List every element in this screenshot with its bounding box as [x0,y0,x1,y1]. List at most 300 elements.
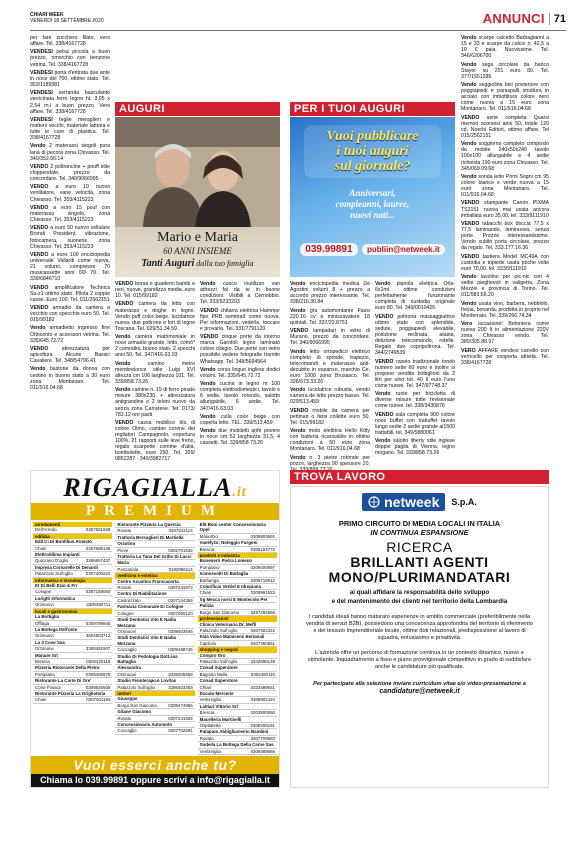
classified-ad-text: per fare zucchero filato, vero affare. Tel. 338/4167728 [30,35,110,48]
couple-photo-illustration [115,117,280,227]
directory-entry-name: Trattoria Bersaglieri Di Martiella [117,534,184,540]
directory-category: medicina e estetica [115,573,194,578]
directory-entry-name: Elettrodilima Impianti [35,552,80,558]
classified-ad [115,301,195,331]
classified-ad [200,428,280,446]
classified-ad [30,205,110,223]
classified-ad [375,391,455,409]
classified-ad [290,428,370,452]
directory-entry-name: La 3 Cose Sas [35,639,65,645]
directory-entry-name: Palazzolo Sull'oglio [199,627,238,633]
directory-category: edilizia [33,534,112,539]
directory-entry-phone: 0309474956 [168,702,193,708]
page-header-left [30,12,104,24]
directory-entry-name: Farmacia Comunale Di Cologne [117,604,184,610]
directory-entry-phone: 3300480711 [86,602,111,608]
rigagialla-box [30,470,280,788]
classified-ad [30,35,110,47]
classified-ad-text: moto elettrica Hello Kitty con batteria ricaricabile in ottime condizioni a 50 euro zona Montanaro. Tel. 011/916.04.68 [290,428,370,453]
classified-ad [461,141,549,171]
directory-entry-name: La Bottega Dell'oste [35,626,78,632]
directory-entry [115,635,194,647]
promo-phone: 039.99891 [300,243,357,256]
classified-ad-text: attrezzatura per apicoltura Alcune Bassic Cavaliere. Tel. 348/54796.41 [30,345,110,365]
directory-column [33,522,112,756]
classified-ad [200,308,280,332]
classified-ad-text: ruote per bicicletta di diverse misure tutte revisionate come nuove. tel. 338/3430876 [375,391,455,410]
classified-ad-lead: Vendo [461,300,479,307]
classified-ad-text: serie completa Quarsi memori scorsesi anni 50, totale 120 cd, Noerbi Editori, ottimo affare. Tel 015/2562151 [461,114,549,139]
classified-ad-lead: Vendo [200,281,224,287]
directory-entry-name: Studi Dentistici Vito E Nadia Mezzana [117,617,177,628]
classified-ad-text: camino metro membrelonce stile Luigi XVI altezza cm 106 larghezza 101. Tel. 339/858.73.26 [115,360,195,385]
directory-entry-name: Clinica Veterinaria Dr. Meffi [199,621,257,627]
classified-ad-lead: VENDO [461,253,483,260]
directory-entry-phone: 0307702591 [168,728,193,734]
directory-entry-name: Brescia [35,658,50,664]
directory-entry-name: Borgo San Giacomo [117,702,157,708]
directory-entry-name: Orzolino [117,541,136,547]
paper-date: VENERDÌ 18 SETTEMBRE 2020 [30,18,104,24]
classified-ad-lead: Vendo [30,143,50,150]
directory-entry [33,697,112,703]
directory-entry-name: Studi Dentistici Vito E Nadia Mezzana [117,635,177,646]
classified-ad [375,281,455,311]
classified-ad-lead: VENDO [200,334,222,341]
classified-ad-text: a euro 50 nuovo cellulare Brondi President, vibrazione, fotocamera, suonerie, zona Chivasso. Tel. 353/4115223 [30,225,110,250]
directory-entry-name: Orzinuovi [117,671,136,677]
directory-entry-phone: 0307242114 [168,528,193,534]
directory-entry-name: Coccaglio [117,647,137,653]
classified-ad-text: sega circolare da banco Stayer su 251 euro 80. Tel. 377/1551285 [461,61,549,80]
classified-ad-lead: Vendo [290,387,309,394]
directory-entry-name: Pompiano [199,564,220,570]
job-line-ricerca: RICERCA [386,539,453,555]
directory-entry-phone: 0307144359 [168,597,193,603]
classified-ad-lead: VENDO [200,307,221,314]
classified-ad-lead: Vendo [461,61,482,68]
classified-ad-text: enciclopedia medica De Agostini volumi 8 + prezzo a accordo prezzo interessante. Tel. 338/216.30.84 [290,281,371,306]
directory-entry [115,728,194,734]
classified-ad-lead: VENDO [30,251,52,258]
classified-ad-lead: Vendo [461,141,479,148]
directory-entry-phone: 0303500060 [250,710,275,716]
classified-ad [30,164,110,182]
classified-ad-text: letto ortopedico elettrico completo di sponde, trapezio, telecomandi e materasso anti-decubito in espanso, marchio Ce, euro 1000 zona Brusasco. Tel. 328/673.33.26 [290,348,371,385]
classified-ad-text: camera matrimoniale in noce armadio grande, letto, comò* 2 comodini, buono stato, 2 specchi anni 50. Tel. 347/416.63.03 [115,334,195,359]
directory-entry-name: Castrezzato [117,597,141,603]
directory-category: arredamenti [33,522,112,527]
directory-entry-name: Cologne [35,589,52,595]
directory-category: shopping e negozi [198,647,277,652]
classified-ad-lead: Vendo [375,391,396,398]
classified-ad-text: cassa mobilico blu di colore Olmo, cambio corone dei regilatori Campagnolo, copertura 100%, 21 rapporti sulle leve freno, regalo scarpette comme d'alta, bombolette, euro 250. Tel. 329/ 0852287 - 340/3982717 [115,419,195,463]
directory-entry-name: Coccaglio [117,728,137,734]
classified-ad [200,367,280,379]
directory-entry-name: Conad Superstore [199,678,238,684]
promo-line-1: Vuoi pubblicare [326,129,419,144]
classified-ad [461,115,549,139]
directory-entry-name: Pompiano [35,671,55,677]
classified-ad-text: culla color beige con coperta letto. TEL. 339/513.459 [200,413,280,426]
classified-ad-text: usata vino, barbera, nebbiolo, fresia, bonarda, prodotta in proprio nel Monferrato. Tel. 339/266.74.34 [461,300,549,319]
classified-ad [30,305,110,323]
classified-ad-lead: Vendo [200,428,219,435]
directory-entry-phone: 0309903691 [250,533,275,539]
directory-entry-phone: 0309403946 [168,628,193,634]
directory-entry-name: Macelleria Martinelli [199,716,242,722]
directory-entry-name: Orzinuovi [117,628,136,634]
directory-entry-name: Edil Ci Di Bonfilius Armisto [35,539,92,545]
section-title: ANNUNCI [482,11,545,26]
promo-box [290,117,455,277]
classified-ad-text: salotto liberty stile inglese doppie paglia di Vienna, legno mogano. Tel. 339/858.73.26 [375,438,455,457]
netweek-logo-text: netweek [384,494,440,510]
classified-ad [115,420,195,463]
classified-ad-lead: Vendo [115,334,136,341]
job-line-7: e del mantenimento dei clienti nel territorio della Lombardia [331,598,508,605]
directory-entry-name: Concessionario Automoto [117,722,173,727]
rigagialla-logo [31,473,279,503]
header-rule [30,30,566,31]
job-line-2: IN CONTINUA ESPANSIONE [370,528,469,537]
directory-entry-phone: 3004503712 [85,633,111,639]
directory-entry-phone: 0309400697 [250,564,275,570]
job-requirements: I candidati ideali hanno maturato esperienze in ambito commerciale (preferibilmente nella vendita di servizi B2B), possiedono una conoscenza approfondita del territorio di riferimento e del tessuto imprenditoriale locale, ottime doti relazionali, predisposizione al lavoro di squadra, entusiasmo e proattività. [306,614,533,641]
directory-column [198,522,277,756]
classified-ad-text: rasoio tradizionale tondo numero sette 60 euro e inoltre si propone vendita bottiglioni da 2 litri per vino tot. 40 Il euro l'uno come nuove. Tel. 347/97748.37 [375,358,456,389]
classified-ad-lead: VENDO [461,220,483,227]
rigagialla-directory [31,520,279,756]
classified-ad-text: cuoco inutilizzo van attrezzi fai da te in buone condizioni. Visibili a Cernobbio. Tel. 333/9233203 [200,281,280,306]
classified-ad [30,90,110,114]
directory-entry-phone: 3342596129 [250,658,275,664]
directory-entry-name: Vanelyzo; Noleggio Furgoni [199,540,258,546]
classified-ad-lead: Vendo [30,325,50,332]
directory-entry [115,617,194,629]
directory-entry-name: Trattoria La Tana Del Grillo Di Lucci [117,554,192,560]
classified-ad-text: n. 3 pietre rotonde per pozzo, larghezza 90 spessore 20. [290,454,371,467]
rigagialla-premium-band: PREMIUM [31,503,279,520]
classified-ad-lead: Vendo [375,281,397,287]
classified-ad [290,328,370,346]
classified-ad [461,221,549,251]
classified-ad-lead: Vendo [200,366,218,373]
classified-ad-lead: Vendo [461,82,480,89]
directory-entry-name: Orzinuovi [35,633,54,639]
classified-ad-lead: Vendo [290,348,310,355]
classified-ad-text: 2 poltroncine + pouff stile chippendale, prezzo da concordare. Tel. 340/9066995 [30,163,111,183]
classified-ad-text: camine n. 19 di ferro pinato misure 380x230 + attrezzatura antigrandine e 2 teloni nuovo da senza zona Carrarese. Tel. 0173/ 783.12 ore pasti [115,387,195,418]
classified-ad [200,334,280,364]
wishes-from: dalla tuo famiglia [196,259,254,268]
classified-ad-lead: Vendo [461,35,479,41]
classified-ad-text: lampadari in vetro di Murano, prezzo da concordare. Tel. 340/9066995 [290,328,371,347]
classified-ad-text: tabacchi box doccia 77,5 x 77,5 laminando, laminuova, senza porte. Prezzo interessantissimo. Vendo subito porta circolare, prezzo da regalo. Tel. 333.177.16.36 [461,220,550,252]
classified-ad-text: tastiera Model MC49A con custodia e tripiede usata poche volte euro 70,00. tel. 333/9111910 [461,253,550,272]
classified-ad-text: porta d'entrata due ante in noce del 700, ottimo stato. Tel. 353/1189381 [30,69,110,89]
directory-entry [198,522,277,534]
directory-entry-name: Palazzolo Sull'oglio [117,684,156,690]
classified-ad-lead: VENDO [290,407,313,414]
classified-ad [290,387,370,405]
paper-name: CHIARI WEEK [30,12,64,18]
directory-entry-name: Orzinuovi [35,602,54,608]
directory-entry-name: Chiari [35,697,47,703]
directory-entry-phone: 0309991523 [250,590,275,596]
directory-entry-name: Ventimiglia [199,697,221,703]
directory-entry-name: Cologne [117,610,134,616]
classified-ad-text: tavolino per pic-nic con 4 sedie pieghevoli in valigetta. Zona Mezzei e provincia di Torino. Tel. 011/983.56.20 [461,274,549,299]
directory-entry-phone: 0307601568 [85,527,111,533]
classified-ad-lead: VENDESI [30,90,59,97]
directory-entry-name: Impresa Cornarelle Di Denardi [35,564,98,570]
classified-ad [461,200,549,218]
page-number: 71 [549,13,566,25]
promo-line-3: sul giornale? [334,159,411,174]
directory-category: professionisti [198,616,277,621]
classified-ad [461,254,549,272]
job-offer: L'azienda offre un percorso di formazione continua in un contesto dinamico, nuovo e stimolante. Inquadramento a fisso e piano provvigionale competitivo in grado di soddisfare anche le candidature più qualificate. [307,650,532,670]
directory-entry-phone: 0307001184 [86,697,111,703]
classified-ad-lead: Vendo [461,173,479,180]
directory-entry-phone: 3307709583 [250,735,275,741]
directory-column [115,522,194,756]
directory-entry-phone: 0306194773 [250,546,275,552]
anniversary-years: 60 ANNI INSIEME [163,246,232,256]
directory-entry-name: Rovato [117,715,132,721]
directory-entry-name: Pulizia [199,603,214,609]
classified-ad-text: lucidatrice robusta, vendo carnera de letto prezzo basso. Tel. 029/513.459 [290,387,370,406]
directory-entry-name: Quinzano D'oglio [35,558,69,564]
classified-ad-lead: VENDESI [30,49,57,56]
directory-entry-phone: 0307689166 [85,545,111,551]
classified-ad [30,366,110,390]
classified-ad [30,252,110,282]
promo-email: publiin@netweek.it [362,244,445,255]
job-apply-email[interactable]: candidature@netweek.it [379,688,460,695]
directory-entry-name: Offlaga [35,620,50,626]
classified-ad [200,381,280,411]
directory-entry-name: Ristorante Pizzeria La Quercia [117,522,181,527]
classified-ad [461,274,549,298]
classified-ad [115,361,195,385]
classifieds-column-5 [375,281,455,459]
classifieds-column-2 [115,281,195,465]
directory-category: locali e gastronomia [33,609,112,614]
classified-ad [375,314,455,357]
directory-entry-name: Centro Di Riabilitazione [117,591,167,597]
netweek-globe-icon [368,496,380,508]
classified-ad [115,281,195,299]
classified-ad [30,117,110,141]
directory-entry-name: Bagnolo Mella [199,671,228,677]
classified-ad [461,35,549,59]
classified-ad [30,49,110,67]
directory-entry-phone: 3487294586 [250,609,275,615]
directory-entry-name: Chiari [35,545,47,551]
classified-ad-text: chitarra elettrica Hammer fipo PRB semitrad come nuova. Per informazioni, vederla, toccare e provarla. Tel. 331/7791120 [200,307,280,332]
directory-entry-name: Rovato [199,735,214,741]
directory-entry-phone: 3286403463 [168,684,193,690]
classified-ad-text: mobile da camera per pettinari o farsi collette euro 50. Tel. 015/99182 [290,407,370,426]
classified-ad [30,184,110,202]
classified-ad-text: bastone da donna con cestino in buono stato a 30 euro zona Montanaro. Tel. 011/916.04.68 [30,366,110,391]
classified-ad [30,346,110,364]
directory-entry-phone: 0302480110 [250,671,275,677]
directory-entry-name: Rovato [117,528,132,534]
directory-entry-name: Borgo San Giacomo [199,609,240,615]
directory-entry-phone: 0307050120 [168,610,193,616]
classified-ad-lead: Vendo [290,428,309,435]
classified-ad-text: borsa e quaderni bambi e neri, nuove, grandizza media, euro 10. Tel. 015/99182 [115,281,195,300]
classified-ad-lead: VENDO [30,284,55,291]
classified-ad-lead: VENDO [375,358,397,365]
directory-entry-name: Alessandra [117,665,142,671]
classified-ad-text: a euro 10 nuovo ventilatore, vane velocità, zona Chivasso. Tel. 353/4115223 [30,184,110,203]
directory-entry-name: Chiari [199,684,212,690]
directory-entry-name: Chiari [199,590,212,596]
classified-ad-text: stampante Canon PIXMA TS3151 nuova mai usata ancora imballata euro 35,00. tel. 333/9111910 [461,200,549,219]
directory-entry-phone: 0309826505 [85,684,111,690]
classified-ad-lead: Vendo [200,413,221,420]
directory-entry-name: Orzinuovi [35,646,54,652]
classified-ad-lead: VENDO [30,184,56,191]
directory-entry-name: Lorigtti Informatica [35,595,76,601]
directory-entry-phone: 0302701532 [168,547,193,553]
directory-entry-phone: 3300491907 [85,646,111,652]
classified-ad [30,70,110,88]
classified-ad [461,348,549,366]
classified-ad [375,438,455,456]
directory-entry-name: Sodeila La Bottega Della Carne Sas [199,742,274,748]
directory-entry-name: Bonenerri Pietra Lomeno [199,558,253,564]
classified-ad-text: serranda basculante verricinata ferro legno ht. 3,95 x 2,54 m.l a buon prezzo. Vero affare. Tel. 338/4167728 [30,90,110,115]
promo-line-4: Anniversari, [349,188,396,198]
classified-ad [375,359,455,389]
classified-ad [461,82,549,112]
classified-ad-lead: VENDO [30,225,51,232]
directory-entry-name: Ristorante La Corte Di Ore' [35,678,92,684]
classified-ad-lead: Vendo [200,381,220,388]
directory-entry-phone: 0182986114 [168,566,193,572]
classified-ad-text: scarpe calcetto Barbagianni a 15 e 33 e scarpe da calcio n. 42,5 a 10 € paia. Nuovissime. Tel. 346/6206700 [461,35,549,60]
classified-ad [461,62,549,80]
directory-entry-name: Barbariga [199,577,219,583]
directory-entry-name: Palazzolo Sull'oglio [35,571,73,577]
auguri-photo [115,117,280,277]
promo-line-5: compleanni, lauree, [335,199,410,209]
classified-ad-text: pelsa piccola a buon prezzo, rimorchio con benzone vetrina. Tel. 338/4167728 [30,49,110,68]
directory-entry-phone: 3338305968 [168,671,193,677]
classified-ad-lead: Vendo [290,454,310,461]
netweek-job-ad [290,486,549,788]
directory-entry-name: Compro Oro [199,652,226,658]
classified-ad-lead: VENDO [115,281,136,287]
classifieds-column-4 [290,281,370,475]
classified-ad [200,281,280,305]
classifieds-column-6 [461,35,549,368]
directory-entry-phone: 0307460561 [250,640,275,646]
directory-entry-phone: 0302420119 [86,658,111,664]
directory-entry-name: Dell'Arredo [35,527,57,533]
directory-entry-name: Corte Franca [35,684,61,690]
directory-entry-phone: 0309488745 [168,647,193,653]
directory-entry-phone: 0309802424 [250,697,275,703]
directory-entry-phone: 0307402322 [250,627,275,633]
directory-entry-name: Colorificio Vertiel E Idropiana [199,584,261,590]
classified-ad [290,308,370,326]
classified-ad [290,349,370,386]
directory-entry-name: Manure Srl [35,652,58,658]
directory-entry-name: Lattiari Vittorio Srl [199,703,238,709]
wishes-text: Tanti Auguri [141,258,195,269]
directory-entry-name: Ristorante Pizzeria La Griglioteria [35,690,106,696]
directory-entry [198,749,277,755]
directory-entry-phone: 0308400161 [250,723,275,728]
classified-ad [290,281,370,305]
classified-ad [461,174,549,198]
classified-ad [461,301,549,319]
classified-ad-text: a euro 15 pouf con materasso singolo, zona Chivasso. Tel. 353/4115223 [30,204,111,224]
classified-ad-lead: VENDO [375,411,396,418]
classified-ad [115,387,195,417]
classified-ad-lead: Vendo [115,360,148,367]
classified-ad-lead: VERO [461,347,479,354]
classified-ad-text: armadio da camera a vecchio con specchio euro 50. Tel. 015/99182 [30,305,110,324]
classified-ad-lead: VENDO [115,301,139,308]
classified-ad [30,225,110,249]
directory-entry-phone: 0309489666 [250,748,275,754]
directory-entry [115,654,194,666]
classified-ad-text: seggiolina bici posteriore con poggiapiedi e paraspalli struttura in acciaio con imbottitura colore nero come nuova a 15 euro zona Montanaro. Tel. 011/916.04.68 [461,82,549,113]
directory-entry-phone: 0307158060 [85,589,111,595]
directory-category: informatica e tecnologia [33,578,112,583]
directory-entry-phone: 3356657437 [85,558,111,564]
auguri-header: AUGURI [115,102,280,116]
directory-category: motori [115,691,194,696]
classified-ad [115,334,195,358]
directory-entry-name: Iconosvolti Di Battaglia [199,571,249,577]
classified-ad-text: camera da letto con materasso e doghe in legno. Vendo puff color beige, lucidatrice nuova, due poltrone e fori di legno Toscana. Tel. 029/51.34.59 [115,301,196,332]
classified-ad-text: due mobiletti anfe povere in noce cm 52 larghezza 31,5, 4 cassetti. Tel. 339/858.73.26 [200,428,280,447]
classified-ad-text: a euro 100 enciclopedia universale Vallardi come nuova, 21 volumi, compresse 70 musicassette anni 60/ 70. Tel. 339/6846710 [30,251,111,283]
directory-entry-phone: 0309406975 [85,671,111,677]
directory-entry-phone: 0323489931 [250,684,275,690]
classified-ad-lead: VENDO [461,200,485,207]
classified-ad-lead: Vendo [290,307,310,314]
classified-ad-text: sonda letto Primi Sogni cm 95 colore bianco e verde nuova a 15 euro zona Montanaro. Tel. 011/916.04.68 [461,173,549,199]
directory-entry-name: Conad Superstore [199,665,238,671]
directory-entry-name: Ospitaletto [199,723,221,728]
rigagialla-footer-contact: Chiama lo 039.99891 oppure scrivi a info@rigagialla.it [31,774,279,787]
classified-ad-text: occasione! Betoniera come nuova 200 lt in alimentazione 220V zona Chivasso vendo. Tel. 380/305.88.97 [461,321,550,346]
directory-entry-name: Giuseppe [117,696,138,702]
directory-entry-name: Studio Fisioterapico Lovitas [117,678,177,684]
directory-entry-name: Brescia [199,546,215,552]
directory-entry-name: Patapum Abbigliamento Bambini [199,729,269,735]
classified-ad-text: corso lingue inglese dodici volumi. Tel. 335/645.72.72 [200,366,280,379]
job-line-6: ai quali affidare la responsabilità dello sviluppo [349,589,490,596]
classified-ad-lead: Vendo [461,274,481,281]
netweek-spa: S.p.A. [451,497,477,507]
directory-entry-name: Palazzolo Sull'oglio [199,658,238,664]
directory-entry-name: Fata Video Mamicemi Bertanali [199,634,265,640]
promo-header: PER I TUOI AUGURI [290,102,455,116]
classified-ad-text: pianola elettrica Orla-6x1mt ottime condizioni perfettamente funzionante completa di custodia originale euro 80. Tel. 349/0010426 [375,281,455,312]
classified-ad [461,321,549,345]
directory-entry-name: Pieve [117,547,129,553]
